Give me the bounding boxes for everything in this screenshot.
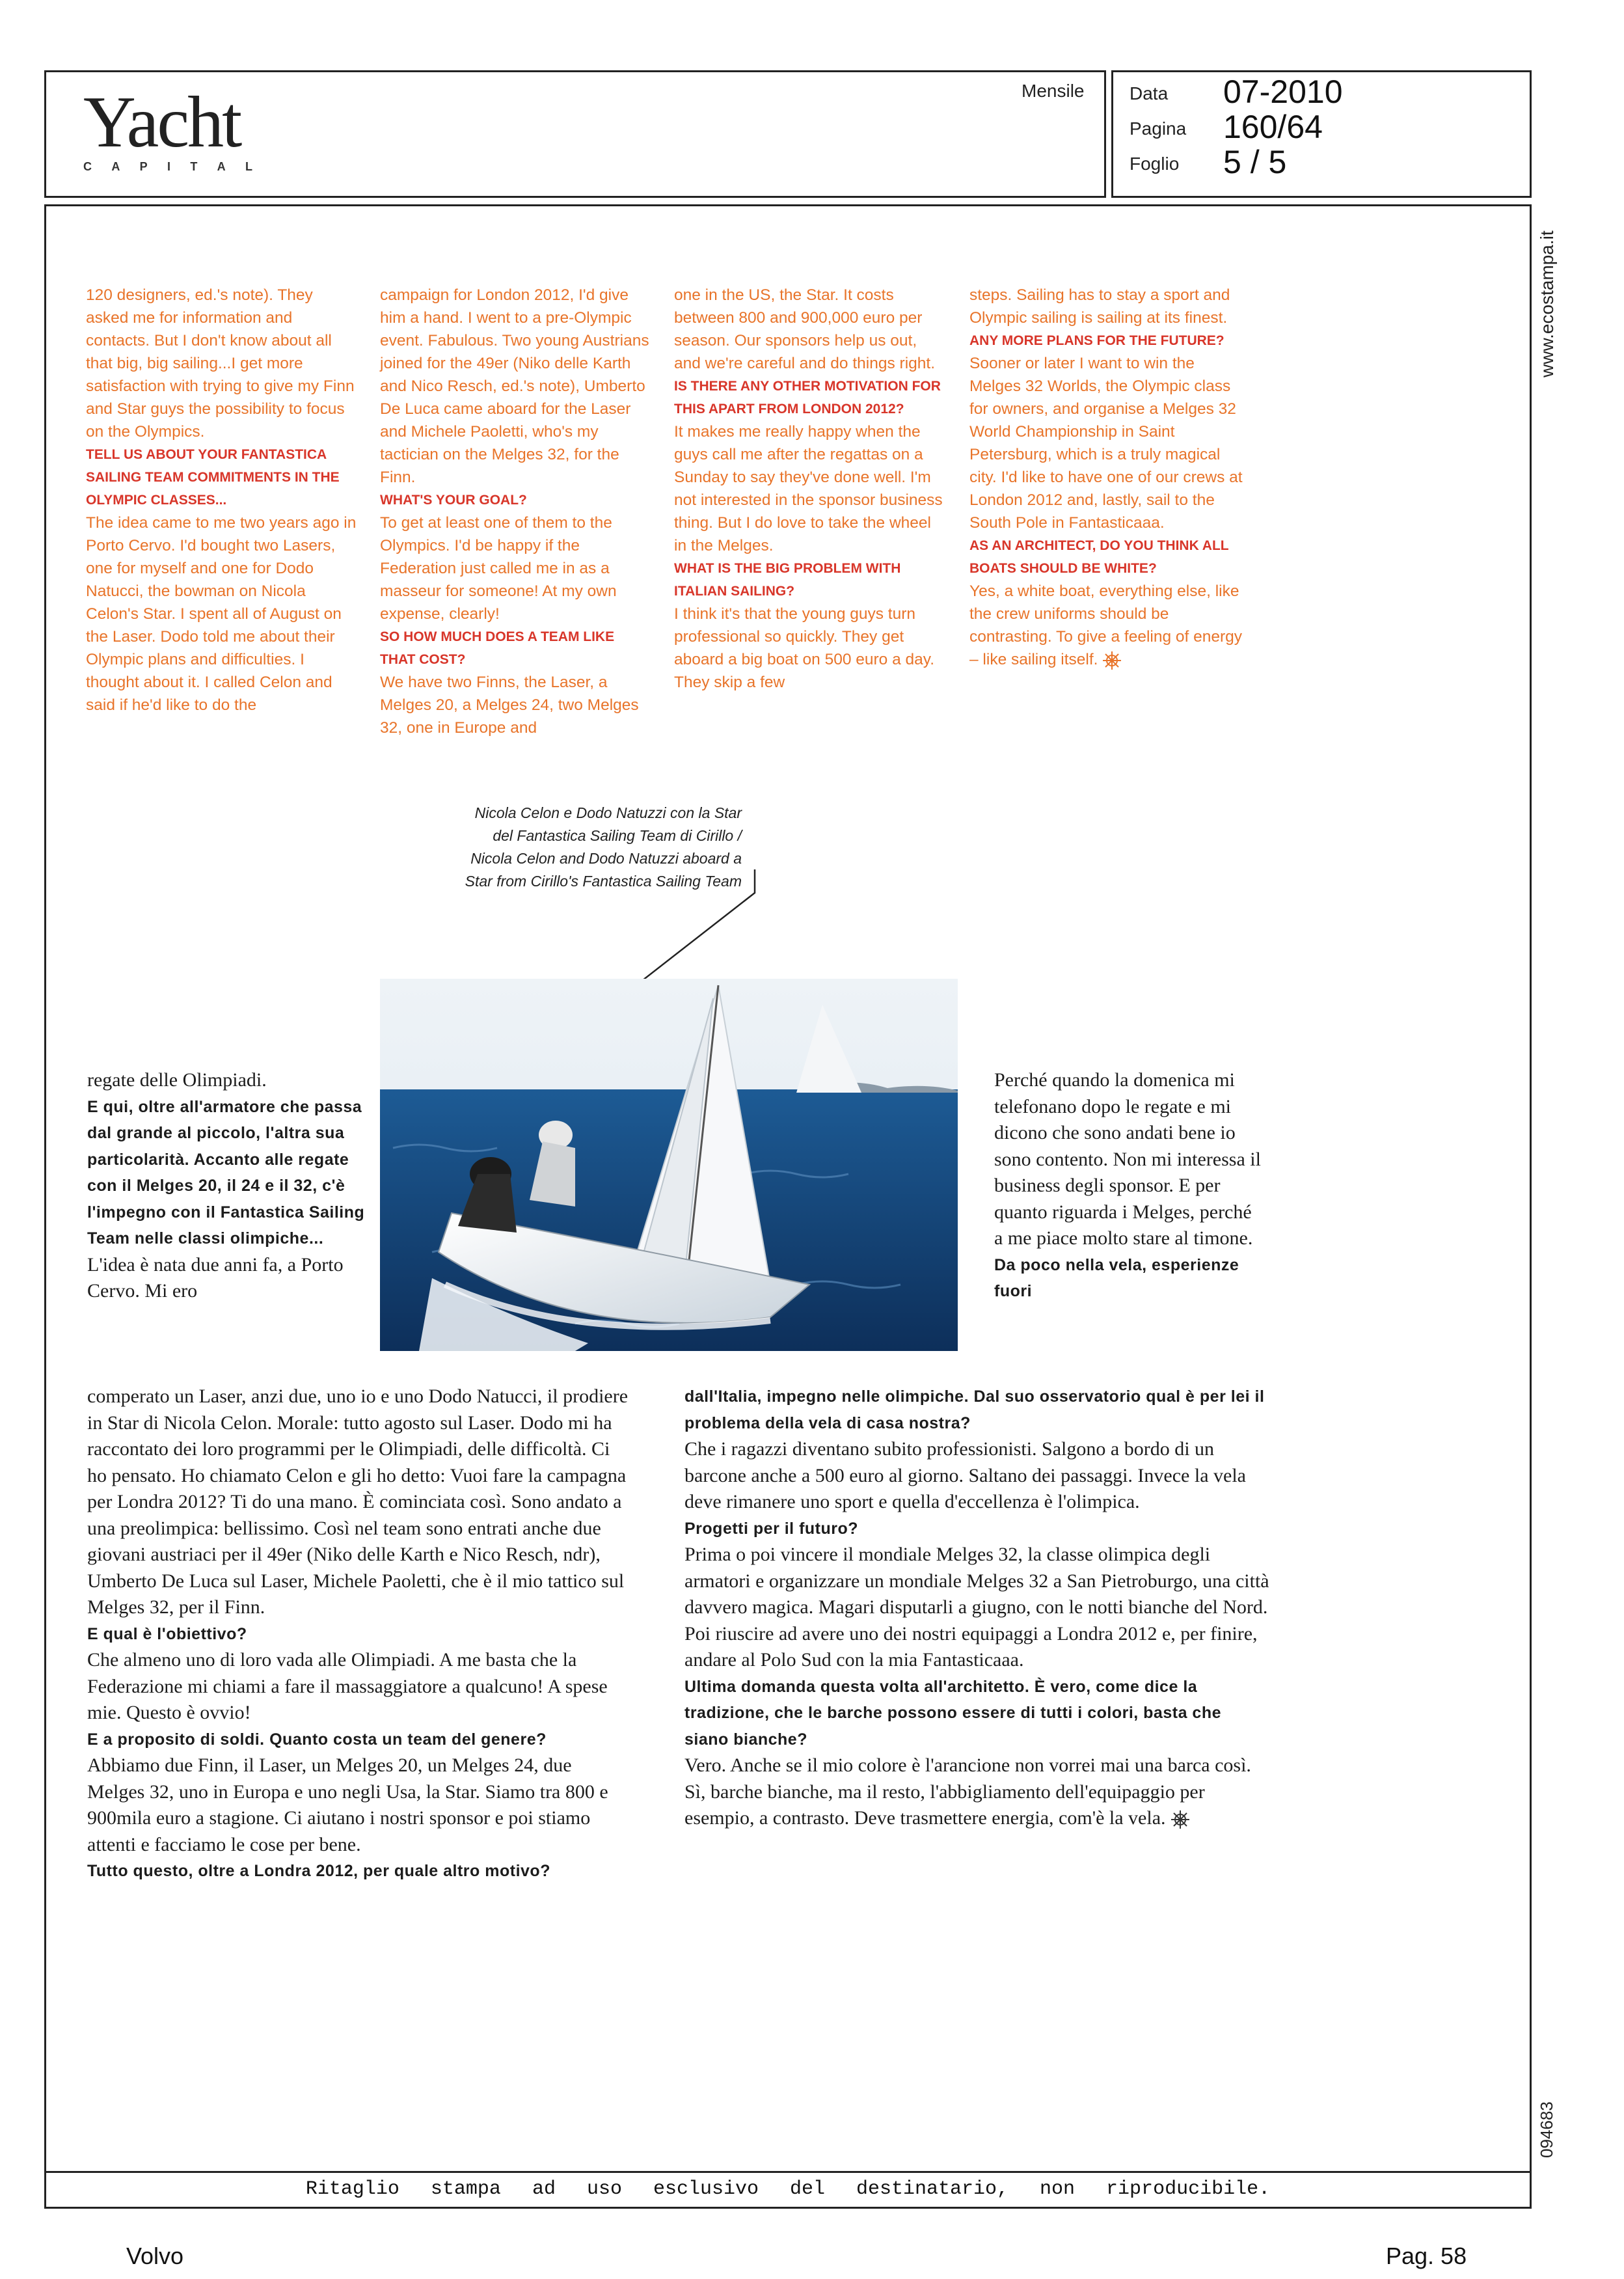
it-question: E qui, oltre all'armatore che passa dal grande al piccolo, l'altra sua particolarità. Accanto alle regate con il Melges 20, il 24 e il 32, c'è l'impegno con il Fantastica Sailing Team nelle classi olimpiche... xyxy=(87,1097,365,1248)
meta-label-foglio: Foglio xyxy=(1130,154,1180,174)
it-paragraph xyxy=(684,1753,1270,1832)
it-question: Ultima domanda questa volta all'architetto. È vero, come dice la tradizione, che le barche possono essere di tutti i colori, basta che siano bianche? xyxy=(684,1677,1221,1749)
logo-letter: I xyxy=(167,160,171,173)
italian-left-column xyxy=(87,1067,371,1305)
meta-value-data: 07-2010 xyxy=(1223,74,1343,110)
it-paragraph: L'idea è nata due anni fa, a Porto Cervo. Mi ero xyxy=(87,1253,344,1302)
it-question: Tutto questo, oltre a Londra 2012, per quale altro motivo? xyxy=(87,1862,550,1880)
it-paragraph: comperato un Laser, anzi due, uno io e uno Dodo Natucci, il prodiere in Star di Nicola Celon. Morale: tutto agosto sul Laser. Dodo mi ha raccontato dei loro programmi per le Olimpiadi, delle difficoltà. Ci ho pensato. Ho chiamato Celon e gli ho detto: Vuoi fare la campagna per Londra 2012? Ti do una mano. È cominciata così. Sono andato a una preolimpica: bellissimo. Così nel team sono entrati anche due giovani austriaci per il 49er (Niko delle Karth e Nico Resch, ndr), Umberto De Luca sul Laser, Michele Paoletti, che è il mio tattico sul Melges 32, per il Finn. xyxy=(87,1385,629,1618)
logo-letter: A xyxy=(217,160,226,173)
en-paragraph: Sooner or later I want to win the Melges 32 Worlds, the Olympic class for owners, and organise a Melges 32 World Championship in Saint Petersburg, which is a truly magical city. I'd like to have one of our crews at London 2012 and, lastly, sail to the South Pole in Fantasticaaa. xyxy=(969,355,1243,532)
caption-line: Nicola Celon and Dodo Natuzzi aboard a xyxy=(470,850,742,867)
it-question: dall'Italia, impegno nelle olimpiche. Dal suo osservatorio qual è per lei il problema della vela di casa nostra? xyxy=(684,1387,1265,1432)
en-question: AS AN ARCHITECT, DO YOU THINK ALL BOATS SHOULD BE WHITE? xyxy=(969,538,1229,576)
logo-letter: C xyxy=(83,160,92,173)
caption-line: del Fantastica Sailing Team di Cirillo / xyxy=(493,827,742,844)
side-code: 094683 xyxy=(1537,2101,1556,2158)
logo-letter: T xyxy=(190,160,198,173)
side-url: www.ecostampa.it xyxy=(1537,230,1557,377)
italian-left-lower xyxy=(87,1384,634,1885)
meta-value-pagina: 160/64 xyxy=(1223,109,1323,145)
english-column-4 xyxy=(969,284,1243,671)
logo-letter: A xyxy=(111,160,120,173)
en-question: SO HOW MUCH DOES A TEAM LIKE THAT COST? xyxy=(380,629,615,667)
logo-letter: L xyxy=(245,160,252,173)
en-paragraph: campaign for London 2012, I'd give him a hand. I went to a pre-Olympic event. Fabulous. Two young Austrians joined for the 49er (Niko delle Karth and Nico Resch, ed.'s note), Umberto De Luca came aboard for the Laser and Michele Paoletti, who's my tactician on the Melges 32, for the Finn. xyxy=(380,286,649,486)
page-number: Pag. 58 xyxy=(1386,2243,1467,2269)
clipping-notice-bar xyxy=(44,2171,1532,2209)
it-paragraph: Perché quando la domenica mi telefonano dopo le regate e mi dicono che sono andati bene io sono contento. Non mi interessa il business degli sponsor. E per quanto riguarda i Melges, perché a me piace molto stare al timone. xyxy=(994,1069,1261,1249)
caption-line: Star from Cirillo's Fantastica Sailing Team xyxy=(465,873,742,890)
client-brand: Volvo xyxy=(126,2243,184,2269)
english-column-1 xyxy=(86,284,359,716)
it-paragraph: Abbiamo due Finn, il Laser, un Melges 20, un Melges 24, due Melges 32, uno in Europa e uno negli Usa, la Star. Siamo tra 800 e 900mila euro a stagione. Ci aiutano i nostri sponsor e poi stiamo attenti e facciamo le cose per bene. xyxy=(87,1754,608,1855)
logo-word: Yacht xyxy=(83,82,241,163)
meta-label-pagina: Pagina xyxy=(1130,118,1187,139)
it-paragraph: Prima o poi vincere il mondiale Melges 32, la classe olimpica degli armatori e organizzare un mondiale Melges 32 a San Pietroburgo, una città davvero magica. Magari disputarli a giugno, con le notti bianche del Nord. Poi riuscire ad avere uno dei nostri equipaggi a Londra 2012 e, per finire, andare al Polo Sud con la mia Fantasticaaa. xyxy=(684,1544,1269,1671)
it-paragraph: Che i ragazzi diventano subito professionisti. Salgono a bordo di un barcone anche a 500 euro al giorno. Saltano dei passaggi. Invece la vela deve rimanere uno sport e quella d'eccellenza è l'olimpica. xyxy=(684,1438,1246,1512)
en-question: TELL US ABOUT YOUR FANTASTICA SAILING TEAM COMMITMENTS IN THE OLYMPIC CLASSES... xyxy=(86,447,340,508)
caption-line: Nicola Celon e Dodo Natuzzi con la Star xyxy=(474,804,742,821)
italian-right-upper xyxy=(994,1067,1265,1305)
periodicity: Mensile xyxy=(1022,81,1085,101)
english-column-2 xyxy=(380,284,653,739)
en-paragraph: The idea came to me two years ago in Porto Cervo. I'd bought two Lasers, one for myself and one for Dodo Natucci, the bowman on Nicola Celon's Star. I spent all of August on the Laser. Dodo told me about their Olympic plans and difficulties. I thought about it. I called Celon and said if he'd like to do the xyxy=(86,514,357,714)
logo-subtitle xyxy=(83,160,252,174)
sailing-photo xyxy=(380,979,958,1351)
meta-value-foglio: 5 / 5 xyxy=(1223,144,1287,180)
ship-wheel-icon xyxy=(1102,651,1122,670)
logo-letter: P xyxy=(139,160,148,173)
it-paragraph: regate delle Olimpiadi. xyxy=(87,1069,267,1091)
clipping-notice: Ritaglio stampa ad uso esclusivo del destinatario, non riproducibile. xyxy=(305,2178,1271,2200)
italian-right-lower xyxy=(684,1384,1270,1832)
en-paragraph: I think it's that the young guys turn professional so quickly. They get aboard a big boat on 500 euro a day. They skip a few xyxy=(674,605,935,691)
it-question: E qual è l'obiettivo? xyxy=(87,1624,247,1643)
en-paragraph: To get at least one of them to the Olympics. I'd be happy if the Federation just called me in as a masseur for someone! At my own expense, clearly! xyxy=(380,514,617,623)
en-paragraph: We have two Finns, the Laser, a Melges 20, a Melges 24, two Melges 32, one in Europe and xyxy=(380,674,639,737)
en-question: WHAT IS THE BIG PROBLEM WITH ITALIAN SAILING? xyxy=(674,561,901,599)
yacht-capital-logo xyxy=(83,82,259,177)
it-question: E a proposito di soldi. Quanto costa un team del genere? xyxy=(87,1730,547,1749)
it-question: Progetti per il futuro? xyxy=(684,1519,859,1538)
it-question: Da poco nella vela, esperienze fuori xyxy=(994,1255,1239,1300)
en-question: ANY MORE PLANS FOR THE FUTURE? xyxy=(969,333,1225,348)
en-paragraph: steps. Sailing has to stay a sport and Olympic sailing is sailing at its finest. xyxy=(969,286,1230,327)
it-paragraph: Che almeno uno di loro vada alle Olimpiadi. A me basta che la Federazione mi chiami a fare il massaggiatore a qualcuno! A spese mie. Questo è ovvio! xyxy=(87,1649,608,1723)
en-closing-text: Yes, a white boat, everything else, like the crew uniforms should be contrasting. To give a feeling of energy – like sailing itself. xyxy=(969,582,1243,668)
it-closing-text: Vero. Anche se il mio colore è l'arancione non vorrei mai una barca così. Sì, barche bianche, ma il resto, l'abbigliamento dell'equipaggio per esempio, a contrasto. Deve trasmettere energia, com'è la vela. xyxy=(684,1754,1251,1829)
en-question: IS THERE ANY OTHER MOTIVATION FOR THIS APART FROM LONDON 2012? xyxy=(674,379,941,416)
ship-wheel-icon xyxy=(1171,1810,1190,1829)
en-paragraph: one in the US, the Star. It costs between 800 and 900,000 euro per season. Our sponsors help us out, and we're careful and do things right. xyxy=(674,286,936,372)
english-column-3 xyxy=(674,284,947,694)
en-paragraph: 120 designers, ed.'s note). They asked me for information and contacts. But I don't know about all that big, big sailing...I get more satisfaction with trying to give my Finn and Star guys the possibility to focus on the Olympics. xyxy=(86,286,355,441)
en-paragraph: It makes me really happy when the guys call me after the regattas on a Sunday to say they've done well. I'm not interested in the sponsor business thing. But I do love to take the wheel in the Melges. xyxy=(674,423,943,554)
en-question: WHAT'S YOUR GOAL? xyxy=(380,493,527,508)
en-paragraph xyxy=(969,580,1243,671)
meta-label-data: Data xyxy=(1130,83,1169,103)
